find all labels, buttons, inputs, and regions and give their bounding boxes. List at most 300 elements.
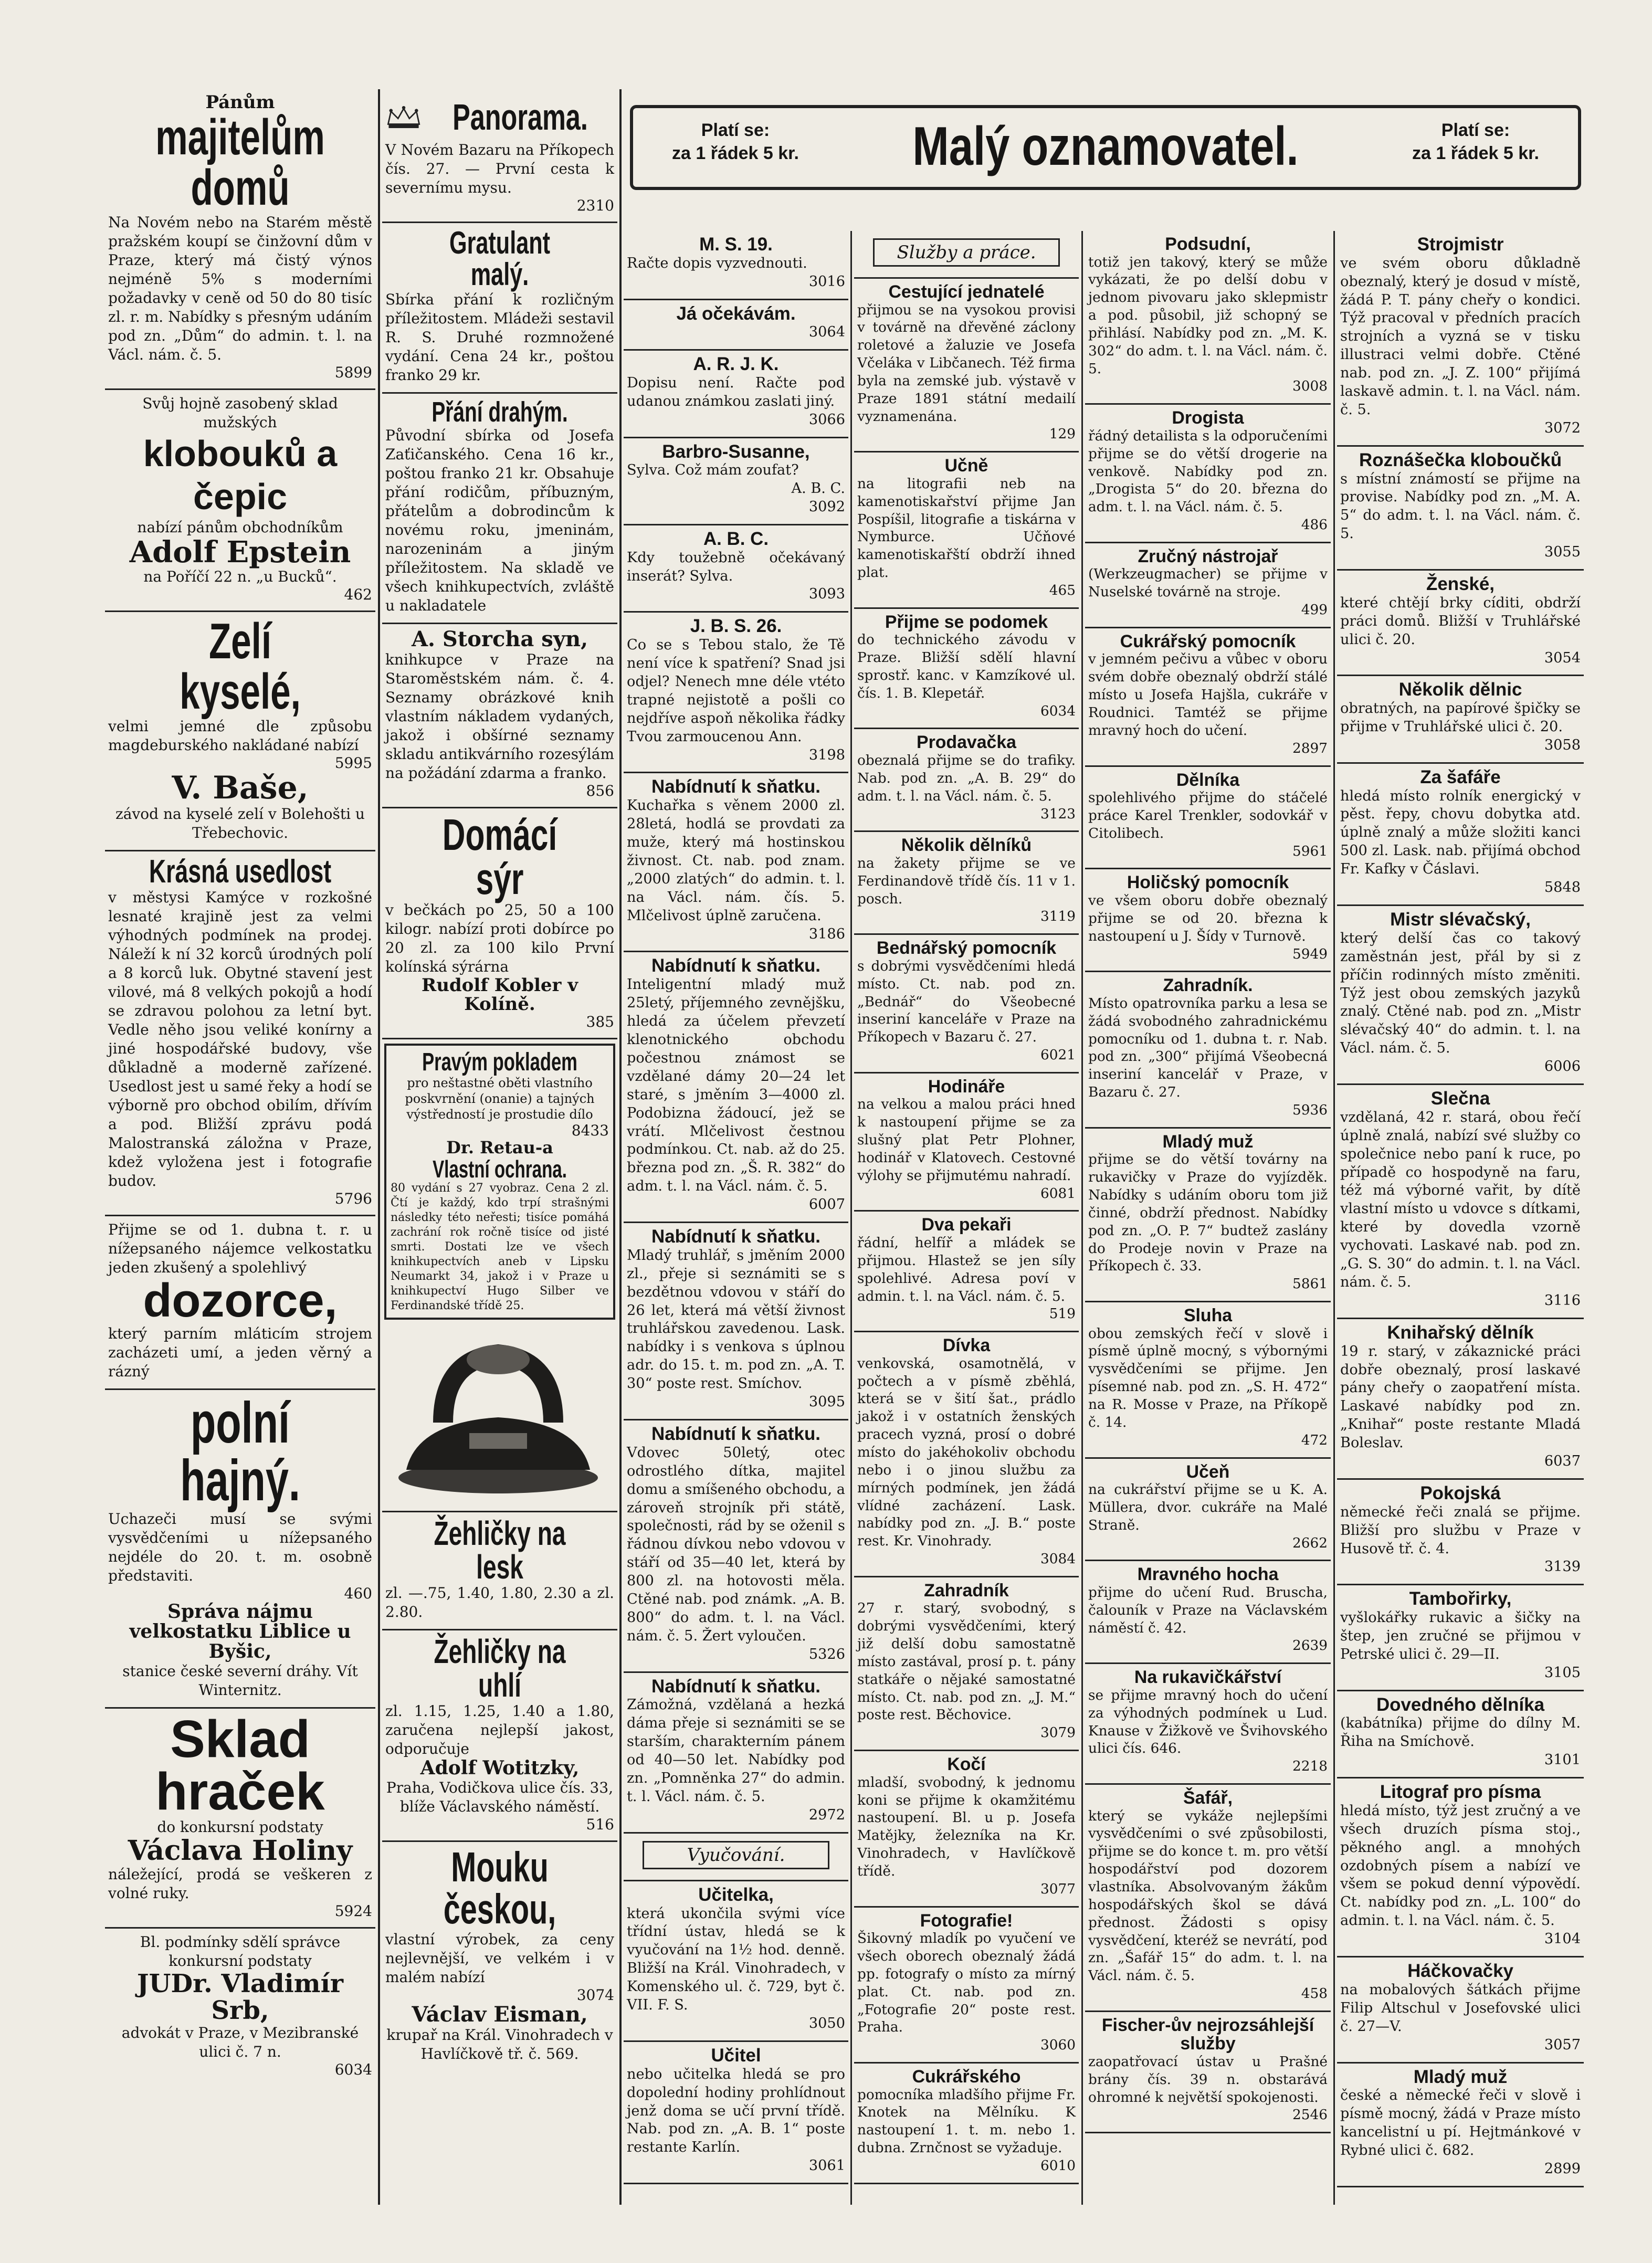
ad-body: Dopisu není. Račte pod udanou známkou zaslati jiný. [627,374,845,409]
ad-body: v bečkách po 25, 50 a 100 kilogr. nabízí proti dobírce po 20 zl. za 100 kilo První kolínská sýrárna [385,901,614,975]
ad-number: 6037 [1544,1453,1581,1470]
ad-number: 462 [344,586,372,604]
classified-ad [854,1332,1079,1577]
ad-body: ve všem oboru dobře obeznalý přijme se od 20. března k nastoupení u J. Šídy v Turnově. [1088,892,1328,944]
ad-number: 3198 [808,746,845,763]
ad-body: vyšlokářky rukavic a šičky na štep, jen zručné se přijmou v Petrské ulici č. 29—II. [1340,1609,1581,1662]
ad-body: obou zemských řečí v slově i písmě úplně mocný, s výbornými vysvědčeními se přijme. Jen písemné nab. pod zn. „S. H. 472“ na R. Mosse v Praze, na Příkopě č. 14. [1088,1325,1328,1430]
column-3 [624,231,848,2205]
classified-ad [854,1908,1079,2064]
ad-title: Pokojská [1420,1483,1501,1504]
ad-body: Inteligentní mladý muž 25letý, příjemného zevnějšku, hledá za účelem převzetí klenotnického obchodu počestnou známost se vzdělané dámy 20—24 let staré, s jměním 3—4000 zl. Podobizna žádoucí, jež se vrátí. Mlčelivost čestnou podmínkou. Ct. nab. až do 25. března pod zn. „Š. R. 382“ do adm. t. l. na Václ. nám. č. 5. [627,976,845,1195]
ad-title: Mladý muž [1413,2066,1508,2087]
ad-block [382,89,617,223]
ad-title: Za šafáře [1420,766,1501,787]
ad-title: Učitel [711,2045,761,2066]
ad-title: Nabídnutí k sňatku. [651,1226,820,1247]
ad-title: Šafář, [1183,1788,1233,1808]
ad-title: Holičský pomocník [1127,872,1289,893]
ad-headline: Přání drahým. [432,396,568,428]
ad-number: 3066 [808,411,845,428]
classified-ad [1085,1459,1331,1562]
section-heading: Vyučování. [643,1841,829,1869]
ad-body: s místní známostí se přijme na provise. Nabídky pod zn. „M. A. 5“ do adm. t. l. na Václ. nám. č. 5. [1340,470,1581,542]
ad-number: 6006 [1544,1058,1581,1075]
ad-body: Na Novém nebo na Starém městě pražském koupí se činžovní dům v Praze, který má čistý výnos nejméně 5% s moderními požadavky v ceně od 50 do 80 tisíc zl. r. m. Nabídky s přesným udáním pod zn. „Dům“ do admin. t. l. na Václ. nám. č. 5. [108,213,372,363]
ad-subtitle: Vlastní ochrana. [433,1155,567,1183]
classified-ad [1085,1302,1331,1458]
ad-title: Učitelka, [698,1884,774,1905]
ad-address: Praha, Vodičkova ulice čís. 33, blíže Václavského náměstí. [386,1778,614,1815]
ad-signature: A. B. C. [791,480,845,497]
classified-ad [1085,767,1331,870]
classified-ad [624,231,848,300]
ad-body: na velkou a malou práci hned k nastoupení přijme se za slušný plat Petr Plohner, hodinář v Klatovech. Cestovné výlohy se přijmutému nahradí. [857,1097,1076,1184]
classified-ad [624,300,848,351]
newspaper-page [105,89,1585,2205]
ad-number: 3077 [1040,1881,1076,1897]
ad-number: 3072 [1544,419,1581,436]
ad-block [105,851,375,1216]
classified-ad [624,1223,848,1420]
ad-number: 2310 [576,197,614,214]
classified-ad [1085,1785,1331,2012]
ad-number: 3123 [1040,806,1076,822]
ad-box [384,1044,615,1320]
ad-body: zl. 1.15, 1.25, 1.40 a 1.80, zaručena nejlepší jakost, odporučuje [385,1702,614,1757]
ad-intro: Přijme se od 1. dubna t. r. u nížepsaného nájemce velkostatku jeden zkušený a spolehlivý [108,1221,372,1277]
ad-advertiser: V. Baše, [172,770,309,807]
classified-ad [1337,1957,1584,2063]
header-title: Malý oznamovatel. [912,116,1299,177]
ad-number: 6007 [808,1196,845,1213]
classified-ad [1337,676,1584,763]
ad-number: 3079 [1040,1725,1076,1741]
ad-headline: Sklad hraček [155,1709,325,1821]
ad-address: na Poříčí 22 n. „u Bucků“. [143,568,337,586]
ad-title: Podsudní, [1165,234,1251,254]
classified-ad [1337,1778,1584,1957]
ad-title: A. B. C. [703,528,769,549]
ad-number: 3139 [1544,1559,1581,1575]
ad-title: Na rukavičkářství [1134,1667,1282,1688]
ad-title: Učně [944,456,988,476]
ad-number: 3105 [1544,1664,1581,1681]
classified-ad [624,613,848,773]
ad-number: 3116 [1544,1292,1581,1309]
ad-block [105,89,375,390]
ad-title: Zahradník [924,1580,1009,1601]
ad-body: který delší čas co takový zaměstnán jest, přál by si z příčin rodinných místo změniti. Týž jest obou zemských jazyků znalý. Ctěné nab. pod zn. „Mistr slévačský 40“ do admin. t. l. na Václ. nám. č. 5. [1340,930,1581,1057]
ad-headline: majitelům domů [155,109,325,216]
ad-title: Prodavačka [917,732,1016,753]
ad-body: Sylva. Což mám zoufat? [627,462,799,479]
ad-number: 6081 [1040,1185,1076,1202]
ad-number: 472 [1301,1432,1328,1448]
ad-body: vzdělaná, 42 r. stará, obou řečí úplně znalá, nabízí své služby co společnice nebo paní k ruce, po případě co hospodyně na faru, též má výborné vařit, by dítě vlastní místo u vdovce s dítkami, které by dovedla vzorně vychovati. Laskavé nab. pod zn. „G. S. 30“ do admin. t. l. na Václ. nám. č. 5. [1340,1109,1581,1291]
ad-body: přijme se do větší továrny na rukavičky v Praze do vyjízděk. Nabídky s udáním oboru tom již činné, obdrží přednost. Nabídky pod zn. „O. P. 7“ budtež zaslány do Prodeje novin v Praze na Příkopech č. 33. [1088,1152,1328,1275]
ad-block [382,624,617,808]
ad-title: Knihařský dělník [1387,1322,1534,1343]
ad-advertiser: Správa nájmu velkostatku Liblice u Byšic, [129,1601,351,1663]
classified-ad [1085,1664,1331,1785]
ad-title: Hodináře [928,1076,1005,1097]
ad-body: Původní sbírka od Josefa Zaťičanského. Cena 16 kr., poštou franko 21 kr. Obsahuje přání rodičům, příbuzným, přátelům a dobrodincům k novému roku, jmeninám, narozeninám a jiným příležitostem. Na skladě ve všech knihkupectvích, zvláště u nakladatele [385,427,614,614]
ad-address: závod na kyselé zelí v Bolehošti u Třebechovic. [115,805,365,842]
ad-body-detail: 80 vydání s 27 vyobraz. Cena 2 zl. Čtí je každý, kdo trpí strašnými následky této neřesti; tisíce pomáhá zachrání rok ročně tisíce od jisté smrti. Dostati lze ve všech knihkupectvích aneb v Lipsku Neumarkt 34, jakož i v Praze u knihkupectví Hugo Silber ve Ferdinandské třídě 25. [391,1181,609,1312]
ad-title: Nabídnutí k sňatku. [651,1424,820,1445]
ad-number: 2639 [1292,1638,1328,1654]
ad-number: 499 [1301,602,1328,618]
ad-body: knihkupce v Praze na Staroměstském nám. č. 4. Seznamy obrázkové knih vlastním nákladem vydaných, jakož i obšírné seznamy skladu antikvárního rozesýlám na požádání zdarma a franko. [385,651,614,782]
ad-title: Nabídnutí k sňatku. [651,955,820,976]
ad-number: 3054 [1544,649,1581,666]
classified-ad [1085,405,1331,543]
ad-body: Co se s Tebou stalo, že Tě není více k spatření? Snad jsi odjel? Nenech mne déle vtéto trapné nejistotě a pošli co nejdříve aspoň několika řádky Tvou zarmoucenou Ann. [627,637,845,745]
ad-headline: Krásná usedlost [149,854,332,890]
ad-body: Kdy toužebně očekávaný inserát? Sylva. [627,549,845,584]
classified-ad [854,609,1079,730]
header-right-note: Platí se: za 1 řádek 5 kr. [1412,120,1539,163]
ad-body: na žakety přijme se ve Ferdinandově třídě čís. 11 v 1. posch. [857,855,1076,907]
classified-ad [854,1212,1079,1332]
ad-body: s dobrými vysvědčeními hledá místo. Ct. nab. pod zn. „Bednář“ do Všeobecné inseriní kanceláře v Praze na Příkopech v Bazaru č. 27. [857,958,1076,1046]
ad-number: 2897 [1292,740,1328,756]
classified-ad [854,1751,1079,1907]
ad-headline: Zelí kyselé, [180,613,301,720]
ad-body: Vdovec 50letý, otec odrostlého dítka, majitel domu a smíšeného obchodu, a zároveň strojník při státě, společnosti, rád by se oženil s řádnou dívkou nebo vdovou v stáří od 35—40 let, která by 800 zl. na hotovosti měla. Ctěné nab. pod známk. „A. B. 800“ do adm. t. l. na Václ. nám. č. 5. Žert vyloučen. [627,1444,845,1644]
iron-illustration [385,1328,611,1501]
ad-body: Bl. podmínky sdělí správce konkursní podstaty [140,1933,341,1970]
ad-number: 5949 [1292,946,1328,962]
section-heading: Služby a práce. [873,238,1060,267]
ad-block [105,1929,375,2086]
ad-address: náležející, prodá se veškeren z volné ruky. [108,1866,372,1902]
ad-number: 5326 [808,1646,845,1662]
ad-number: 5796 [334,1190,372,1208]
ad-number: 3061 [808,2157,845,2174]
ad-number: 486 [1301,517,1328,533]
classified-ad [1337,1480,1584,1585]
ad-title: Cestující jednatelé [888,282,1045,302]
ad-number: 6010 [1040,2157,1076,2174]
ad-body: řádní, helfíř a mládek se přijmou. Hlastež se jen síly spolehlivé. Adresa poví v admin. t. l. na Václ. nám. č. 5. [857,1235,1076,1304]
ad-headline: Gratulant malý. [449,225,551,292]
ad-number: 129 [1049,426,1076,443]
classified-ad [624,525,848,613]
ad-body: přijmou se na vysokou provisi v továrně na dřevěné záclony roletové a žaluzie ve Josefa Včeláka v Libčanech. Též firma byla na zemské jub. výstavě v Praze 1891 státní medailí vyznamenána. [857,302,1076,425]
classified-ad [624,1420,848,1673]
ad-body: mladší, svobodný, k jednomu koni se přijme k okamžitému nastoupení. Bl. u p. Josefa Matějky, železníka na Kr. Vinohradech, v Havlíčkově třídě. [857,1774,1076,1879]
ad-headline: Pravým pokladem [422,1048,577,1077]
classified-ad [854,279,1079,452]
classified-ad [1337,447,1584,571]
ad-title: Já očekávám. [676,303,796,324]
ad-number: 3074 [576,1986,614,2004]
ad-block [105,390,375,613]
ad-number: 3064 [808,324,845,341]
ad-title: Mladý muž [1162,1131,1254,1152]
ad-body: 27 r. starý, svobodný, s dobrými vysvědčeními, který již delší dobu samostatně místo zastával, prosí p. t. pány statkáře o nějaké samostatné místo. Ct. nab. pod zn. „J. M.“ poste rest. Běchovice. [857,1601,1076,1723]
ad-number: 6021 [1040,1047,1076,1064]
ad-body: která ukončila svými více třídní ústav, hledá se k vyučování na 1½ hod. denně. Bližší na Král. Vinohradech, v Komenského ul. č. 729, byt č. VII. F. S. [627,1905,845,2014]
classified-ad [1085,869,1331,972]
ad-body: se přijme mravný hoch do učení za výhodných podmínek u Lud. Knause v Žižkově ve Švihovského ulici čís. 646. [1088,1687,1328,1757]
classified-ad [1085,231,1331,405]
classified-ad [854,935,1079,1073]
ad-headline: Panorama. [453,97,588,138]
ad-title: Drogista [1172,408,1244,428]
classified-header [630,105,1581,190]
ad-body: v městysi Kamýce v rozkošné lesnaté krajině jest za velmi výhodných podmínek na prodej. Náleží k ní 32 korců úrodných polí a 8 korců luk. Obytné stavení jest vilové, má 8 velkých pokojů a hodí se zdravou polohou za letní byt. Vedle něho jsou veliké konírny a jiné hospodářské budovy, vše důkladně a moderně zařízené. Usedlost jest u samé řeky a hodí se výborně pro obchod obilím, dřívím a pod. Bližší zprávu podá Malostranská záložna v Praze, kdež vyložena jest i fotografie budov. [108,889,372,1190]
ad-title: Fischer-ův nejrozsáhlejší služby [1101,2015,1314,2054]
classified-ad [1085,972,1331,1128]
column-rule [619,89,622,2205]
ad-address: advokát v Praze, v Mezibranské ulici č. 7 n. [121,2024,359,2061]
ad-title: Dělníka [1176,770,1240,790]
classified-ad [854,832,1079,935]
classified-ad [624,1881,848,2042]
classified-ad [1337,571,1584,676]
ad-number: 2972 [808,1806,845,1823]
ad-title: Ženské, [1426,574,1495,595]
classified-ad [1085,1129,1331,1302]
ad-number: 3095 [808,1394,845,1411]
ad-number: 3093 [808,586,845,603]
ad-body: do technického závodu v Praze. Bližší sdělí hlavní sprostř. kanc. v Kamzíkové ul. čís. 1. B. Klepetář. [857,632,1076,701]
ad-body: obratných, na papírové špičky se přijme v Truhlářské ulici č. 20. [1340,700,1581,735]
ad-title: Zahradník. [1163,975,1253,996]
ad-headline: klobouků a čepic [143,433,338,517]
ad-block [382,1842,617,2071]
ad-body: nebo učitelka hledá se pro dopolední hodiny prohlídnout jenž doma se učí první třídě. Nab. pod zn. „A. B. 1“ poste restante Karlín. [627,2066,845,2156]
ad-number: 3186 [808,925,845,942]
ad-advertiser: Dr. Retau-a [446,1138,553,1158]
ad-title: A. R. J. K. [693,354,779,375]
ad-title: Nabídnutí k sňatku. [651,776,820,797]
ad-body: české a německé řeči v slově i písmě mocný, žádá v Praze místo kancelistní u pí. Hejtmánkové v Rybné ulici č. 682. [1340,2087,1581,2159]
ad-title: Několik dělnic [1398,679,1522,700]
classified-ad [854,729,1079,832]
classified-ad [1337,1085,1584,1319]
ad-body: V Novém Bazaru na Příkopech čís. 27. — První cesta k severnímu mysu. [385,141,614,196]
crown-icon [385,93,422,141]
ad-body: (kabátníka) přijme do dílny M. Řiha na Smíchově. [1340,1715,1581,1750]
column-rule [1081,231,1083,2205]
classified-ad [1337,231,1584,447]
ad-title: Sluha [1183,1306,1233,1326]
ad-block [105,1709,375,1929]
ad-body: Zámožná, vzdělaná a hezká dáma přeje si seznámiti se se starším, charakterním pánem od 40—50 let. Nabídky pod zn. „Pomněnka 27“ do admin. t. l. Václ. nám. č. 5. [627,1697,845,1805]
ad-body: 19 r. starý, v zákaznické práci dobře obeznalý, prosí laskavé pány cheřy o zaopatření místa. Laskavé nabídky pod zn. „Knihař“ poste restante Mladá Boleslav. [1340,1343,1581,1451]
column-rule [850,231,852,2205]
ad-number: 5936 [1292,1102,1328,1118]
ad-title: Strojmistr [1417,234,1504,255]
classified-ad [624,2042,848,2184]
ad-title: M. S. 19. [699,234,773,255]
column-rule [1333,231,1335,2205]
ad-body: který se vykáže nejlepšími vysvědčeními o své způsobilosti, přijme se do konce t. m. pro větší hospodářství pod dozorem vlastníka. Absolvovaným žákům hospodářských škol se dává přednost. Žádosti s opisy vysvědčení, kteréž se nevrátí, pod zn. „Šafář 15“ do adm. t. l. na Václ. nám. č. 5. [1088,1808,1328,1984]
ad-number: 5995 [334,754,372,772]
ad-title: Zručný nástrojař [1138,546,1278,566]
ad-body: hledá místo, týž jest zručný a ve všech druzích písma stoj., pěkného angl. a mnohých ozdobných písem a nabízí ve všem se pokud denní výpovědí. Ct. nabídky pod zn. „L. 100“ do admin. t. l. na Václ. nám. č. 5. [1340,1802,1581,1929]
ad-body: venkovská, osamotnělá, v počtech a v písmě zběhlá, která se v šití šat., prádlo jakož i v ostatních ženských pracech vyzná, prosí o dobré místo do jakéhokoliv obchodu nebo i o jinou službu za mírných podmínek, jen žádá vlídné zacházení. Lask. nabídky pod zn. „J. B.“ poste rest. Kr. Vinohrady. [857,1355,1076,1550]
ad-headline: dozorce, [143,1275,338,1328]
ad-number: 3060 [1040,2037,1076,2054]
ad-block [382,1630,617,1842]
ad-title: Dva pekaři [921,1215,1012,1235]
ad-number: 460 [344,1585,372,1603]
ad-body: Mladý truhlář, s jměním 2000 zl., přeje si seznámiti se s bezdětnou vdovou v stáří do 26 let, která má větší živnost truhlářskou zavedenou. Lask. nabídky i s venkova s úplnou adr. do 15. t. m. pod zn. „A. T. 30“ poste rest. Smíchov. [627,1247,845,1392]
ad-number: 6034 [1040,703,1076,719]
ad-kicker: Pánům [205,92,275,113]
ad-body: přijme do učení Rud. Bruscha, čalouník v Praze na Václavském náměstí č. 42. [1088,1584,1328,1636]
header-left-note: Platí se: za 1 řádek 5 kr. [672,120,799,163]
ad-body: (Werkzeugmacher) se přijme v Nuselské továrně na stroje. [1088,566,1328,601]
ad-advertiser: Adolf Epstein [129,534,351,570]
ad-body: řádný detailista s la odporučeními přijme se do větší drogerie na venkově. Nabídky pod zn. „Drogista 5“ do 20. března do adm. t. l. na Václ. nám. č. 5. [1088,428,1328,515]
classified-ad [1085,1561,1331,1664]
ad-number: 856 [586,782,614,799]
ad-body: zl. —.75, 1.40, 1.80, 2.30 a zl. 2.80. [385,1584,614,1620]
ad-body: v jemném pečivu a vůbec v oboru svém dobře obeznalý obdrží stálé místo u Josefa Hajšla, cukráře v Roudnici. Tamtéž se přijme mravný hoch do učení. [1088,651,1328,739]
ad-body: Kuchařka s věnem 2000 zl. 28letá, hodlá se provdati za muže, který má hostinskou živnost. Ct. nab. pod znam. „2000 zlatých“ do admin. t. l. na Václ. nám. čís. 5. Mlčelivost úplně zaručena. [627,797,845,924]
ad-advertiser: Václava Holiny [128,1834,353,1867]
ad-body: hledá místo rolník energický v pěst. řepy, chovu dobytka atd. úplně znalý a může složiti kanci 500 zl. Lask. nab. přijímá obchod Fr. Kafky v Čáslavi. [1340,787,1581,878]
classified-ad [854,1073,1079,1212]
ad-body: pomocníka mladšího přijme Fr. Knotek na Mělníku. K nastoupení 1. t. m. nebo 1. dubna. Zrnčnost se vyžaduje. [857,2087,1076,2156]
ad-number: 458 [1301,1986,1328,2002]
ad-number: 516 [586,1815,614,1833]
classified-ad [1085,2012,1331,2133]
ad-number: 3008 [1292,378,1328,395]
ad-title: Háčkovačky [1407,1961,1513,1982]
ad-number: 465 [1049,582,1076,598]
ad-body: na mobalových šátkách přijme Filip Altschul v Josefovské ulici č. 27—V. [1340,1981,1581,2035]
ad-advertiser: Adolf Wotitzky, [420,1756,580,1779]
ad-headline: Mouku českou, [443,1843,556,1932]
column-5 [1085,231,1331,2205]
classified-ad [854,452,1079,608]
ad-body: Šikovný mladík po vyučení ve všech oborech obeznalý žádá pp. fotografy o místo za mírný plat. Ct. nab. pod zn. „Fotografie 20“ poste rest. Praha. [857,1931,1076,2036]
ad-title: Roznášečka kloboučků [1359,449,1562,470]
ad-number: 5924 [334,1902,372,1920]
ad-address: stanice české severní dráhy. Vít Winternitz. [122,1662,358,1699]
ad-body: Uchazeči musí se svými vysvědčeními u nížepsaného nejdéle do 20. t. m. osobně představiti. [108,1510,372,1585]
ad-body: obeznalá přijme se do trafiky. Nab. pod zn. „A. B. 29“ do adm. t. l. na Václ. nám. č. 5. [857,753,1076,804]
column-rule [378,89,380,2205]
ad-body: na litografii neb na kamenotiskařství přijme Jan Pospíšil, litografie a tiskárna v Nymburce. Učňové kamenotiskařští obdrží ihned plat. [857,476,1076,581]
classified-ad [1337,1585,1584,1691]
ad-body: které chtějí brky cíditi, obdrží práci domů. Bližší v Truhlářské ulici č. 20. [1340,594,1581,648]
column-1 [105,89,375,2205]
classified-ad [1337,906,1584,1085]
ad-body: německé řeči znalá se přijme. Bližší pro službu v Praze v Husově tř. č. 4. [1340,1503,1581,1557]
classified-ad [624,438,848,525]
ad-number: 5961 [1292,843,1328,859]
ad-number: 3101 [1544,1752,1581,1769]
ad-address: krupař na Král. Vinohradech v Havlíčkově tř. č. 569. [386,2026,613,2062]
ad-title: J. B. S. 26. [690,616,782,637]
ad-title: Nabídnutí k sňatku. [651,1676,820,1697]
classified-ad [624,1673,848,1834]
ad-block [105,1216,375,1390]
ad-number: 5861 [1292,1276,1328,1292]
classified-ad [1337,2064,1584,2187]
ad-title: Slečna [1430,1088,1490,1109]
classified-ad [1085,543,1331,628]
classified-ad [1337,764,1584,906]
ad-block [105,1390,375,1708]
section-heading-block [624,1834,848,1881]
ad-number: 3057 [1544,2036,1581,2053]
classified-ad [1085,628,1331,767]
ad-title: Mravného hocha [1137,1564,1279,1585]
ad-title: Kočí [947,1754,986,1775]
ad-body: zaopatřovací ústav u Prašné brány čís. 39 n. obstarává ohromné k největší spokojenosti. [1088,2054,1328,2106]
ad-body: pro neštastné oběti vlastního poskvrnění (onanie) a tajných výstředností je prostudie dílo [405,1076,595,1122]
ad-number: 3058 [1544,736,1581,753]
ad-number: 3016 [808,273,845,290]
ad-title: Dovedného dělníka [1376,1694,1545,1715]
ad-number: 3104 [1544,1931,1581,1948]
ad-advertiser: A. Storcha syn, [411,627,588,651]
ad-number: 8433 [571,1122,609,1140]
ad-title: Litograf pro písma [1380,1782,1541,1803]
ad-title: Bednářský pomocník [876,938,1057,959]
ad-body: Sbírka přání k rozličným příležitostem. Mládeži sestavil R. S. Druhé rozmnožené vydání. Cena 24 kr., poštou franko 29 kr. [385,291,614,384]
ad-advertiser: JUDr. Vladimír Srb, [136,1969,344,2025]
classified-ad [624,773,848,952]
ad-title: Cukrářského [912,2067,1021,2087]
ad-number: 3119 [1040,909,1076,925]
ad-block [382,1324,617,1512]
ad-number: 2899 [1544,2160,1581,2177]
ad-block [382,808,617,1039]
ad-title: Dívka [942,1335,991,1356]
ad-number: 5899 [334,363,372,381]
ad-body: Místo opatrovníka parku a lesa se žádá svobodného zahradnickému pomocníku od 1. dubna t. r. Nab. pod zn. „300“ přijímá Všeobecná inseriní kancelář v Praze, v Bazaru č. 27. [1088,995,1328,1101]
ad-headline: polní hajný. [180,1391,300,1513]
ad-number: 519 [1049,1306,1076,1322]
ad-number: 3055 [1544,544,1581,561]
ad-body: vlastní výrobek, za ceny nejlevnější, ve velkém i v malém nabízí [385,1930,614,1986]
ad-number: 3084 [1040,1551,1076,1567]
classified-ad [854,2064,1079,2184]
classified-ad [1337,1691,1584,1778]
ad-number: 2218 [1292,1759,1328,1775]
ad-block [382,394,617,624]
ad-title: Cukrářský pomocník [1120,631,1296,651]
ad-body: totiž jen takový, který se může vykázati, že po delší dobu v jednom pivovaru jako sklepmistr a pod. působil, již schopný se přihlásí. Nabídky pod zn. „M. K. 302“ do adm. t. l. na Václ. nám. č. 5. [1088,254,1328,377]
ad-block [382,1512,617,1630]
ad-number: 3092 [808,499,845,515]
ad-body: nabízí pánům obchodníkům [137,518,343,536]
ad-number: 2546 [1292,2107,1328,2123]
classified-ad [1337,1319,1584,1480]
ad-block [382,223,617,394]
ad-block [105,612,375,851]
ad-intro: Svůj hojně zasobený sklad mužských [142,394,338,431]
ad-title: Barbro-Susanne, [662,441,810,462]
ad-headline: Žehličky na uhlí [434,1632,566,1704]
ad-number: 385 [586,1013,614,1031]
section-heading-block [854,231,1079,279]
ad-title: Učeň [1186,1461,1230,1482]
classified-ad [854,1577,1079,1751]
ad-number: 3050 [808,2015,845,2032]
ad-title: Přijme se podomek [885,612,1048,632]
